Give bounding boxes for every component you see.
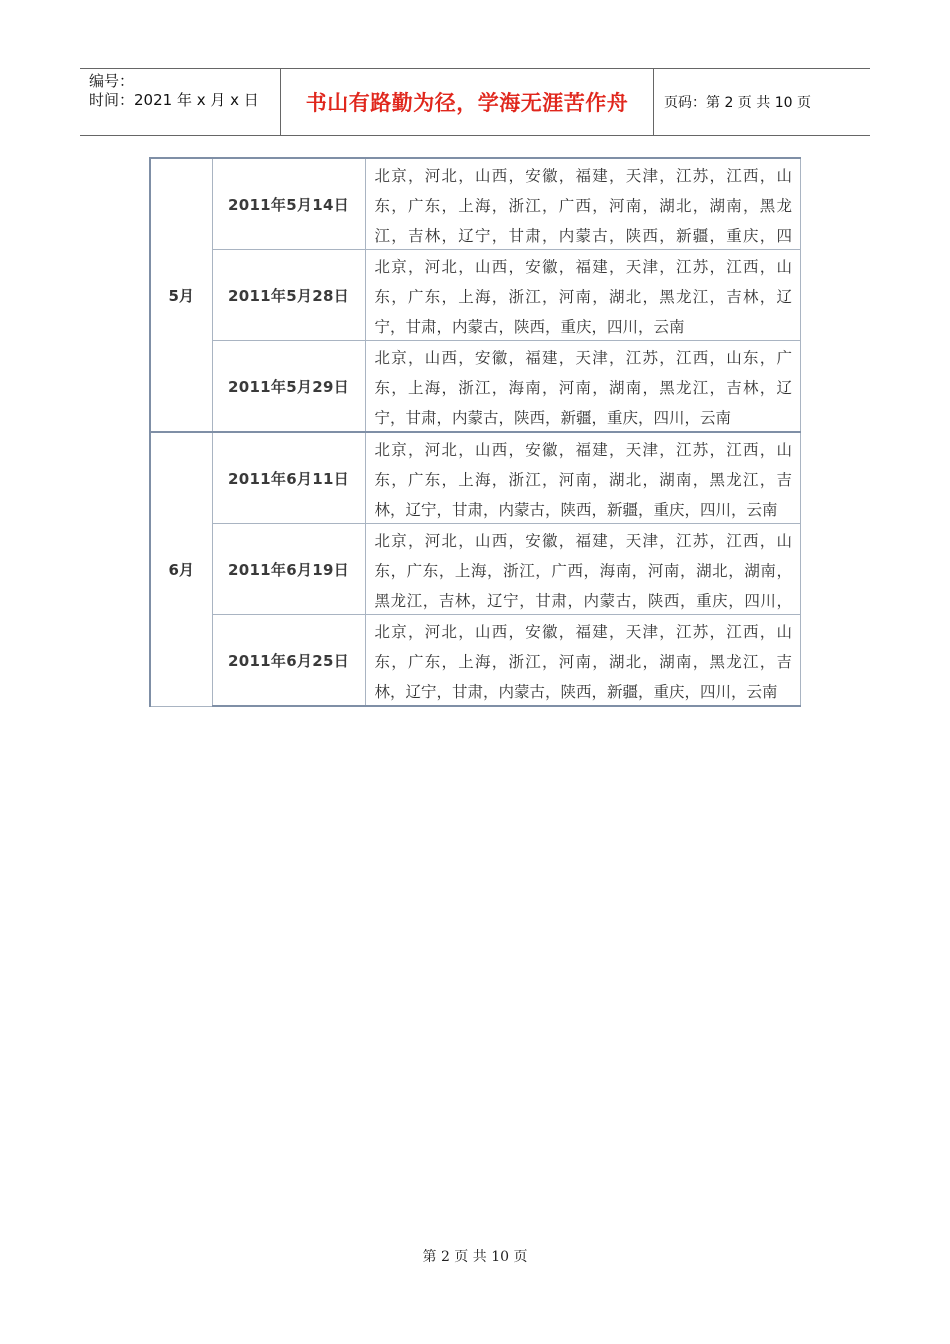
regions-cell [365,158,801,250]
regions-text: 北京，河北，山西，安徽，福建，天津，江苏，江西，山东，广东，上海，浙江，河南，湖北，湖南，黑龙江，吉林，辽宁，甘肃，内蒙古，陕西，新疆，重庆，四川，云南 [374,623,792,701]
table-row [150,615,801,707]
table-row [150,432,801,524]
date-cell: 2011年5月29日 [212,341,365,433]
table-row [150,524,801,615]
date-cell: 2011年6月11日 [212,432,365,524]
page-footer: 第 2 页 共 10 页 [422,1249,528,1265]
header-meta [80,69,281,135]
table-row [150,158,801,250]
page-header [80,68,870,136]
month-cell: 5月 [150,158,212,432]
month-cell: 6月 [150,432,212,706]
date-cell: 2011年5月28日 [212,250,365,341]
time-label: 时间：2021 年 x 月 x 日 [89,91,259,109]
header-motto: 书山有路勤为径，学海无涯苦作舟 [281,69,654,135]
number-label: 编号： [89,72,135,90]
regions-cell [365,250,801,341]
regions-text: 北京，河北，山西，安徽，福建，天津，江苏，江西，山东，广东，上海，浙江，广西，海南，河南，湖北，湖南，黑龙江，吉林，辽宁，甘肃，内蒙古，陕西，重庆，四川， [374,532,792,610]
header-page-info: 页码：第 2 页 共 10 页 [664,95,811,111]
table-row [150,250,801,341]
regions-cell [365,432,801,524]
regions-text: 北京，山西，安徽，福建，天津，江苏，江西，山东，广东，上海，浙江，海南，河南，湖南，黑龙江，吉林，辽宁，甘肃，内蒙古，陕西，新疆，重庆，四川，云南 [374,349,792,427]
regions-text: 北京，河北，山西，安徽，福建，天津，江苏，江西，山东，广东，上海，浙江，河南，湖北，湖南，黑龙江，吉林，辽宁，甘肃，内蒙古，陕西，新疆，重庆，四川，云南 [374,441,792,519]
regions-cell [365,524,801,615]
regions-cell [365,341,801,433]
regions-text: 北京，河北，山西，安徽，福建，天津，江苏，江西，山东，广东，上海，浙江，广西，河南，湖北，湖南，黑龙江，吉林，辽宁，甘肃，内蒙古，陕西，新疆，重庆，四 [374,167,792,245]
regions-cell [365,615,801,707]
date-cell: 2011年6月25日 [212,615,365,707]
date-cell: 2011年6月19日 [212,524,365,615]
table-row [150,341,801,433]
date-cell: 2011年5月14日 [212,158,365,250]
schedule-table [149,157,801,707]
regions-text: 北京，河北，山西，安徽，福建，天津，江苏，江西，山东，广东，上海，浙江，河南，湖北，黑龙江，吉林，辽宁，甘肃，内蒙古，陕西，重庆，四川，云南 [374,258,792,336]
